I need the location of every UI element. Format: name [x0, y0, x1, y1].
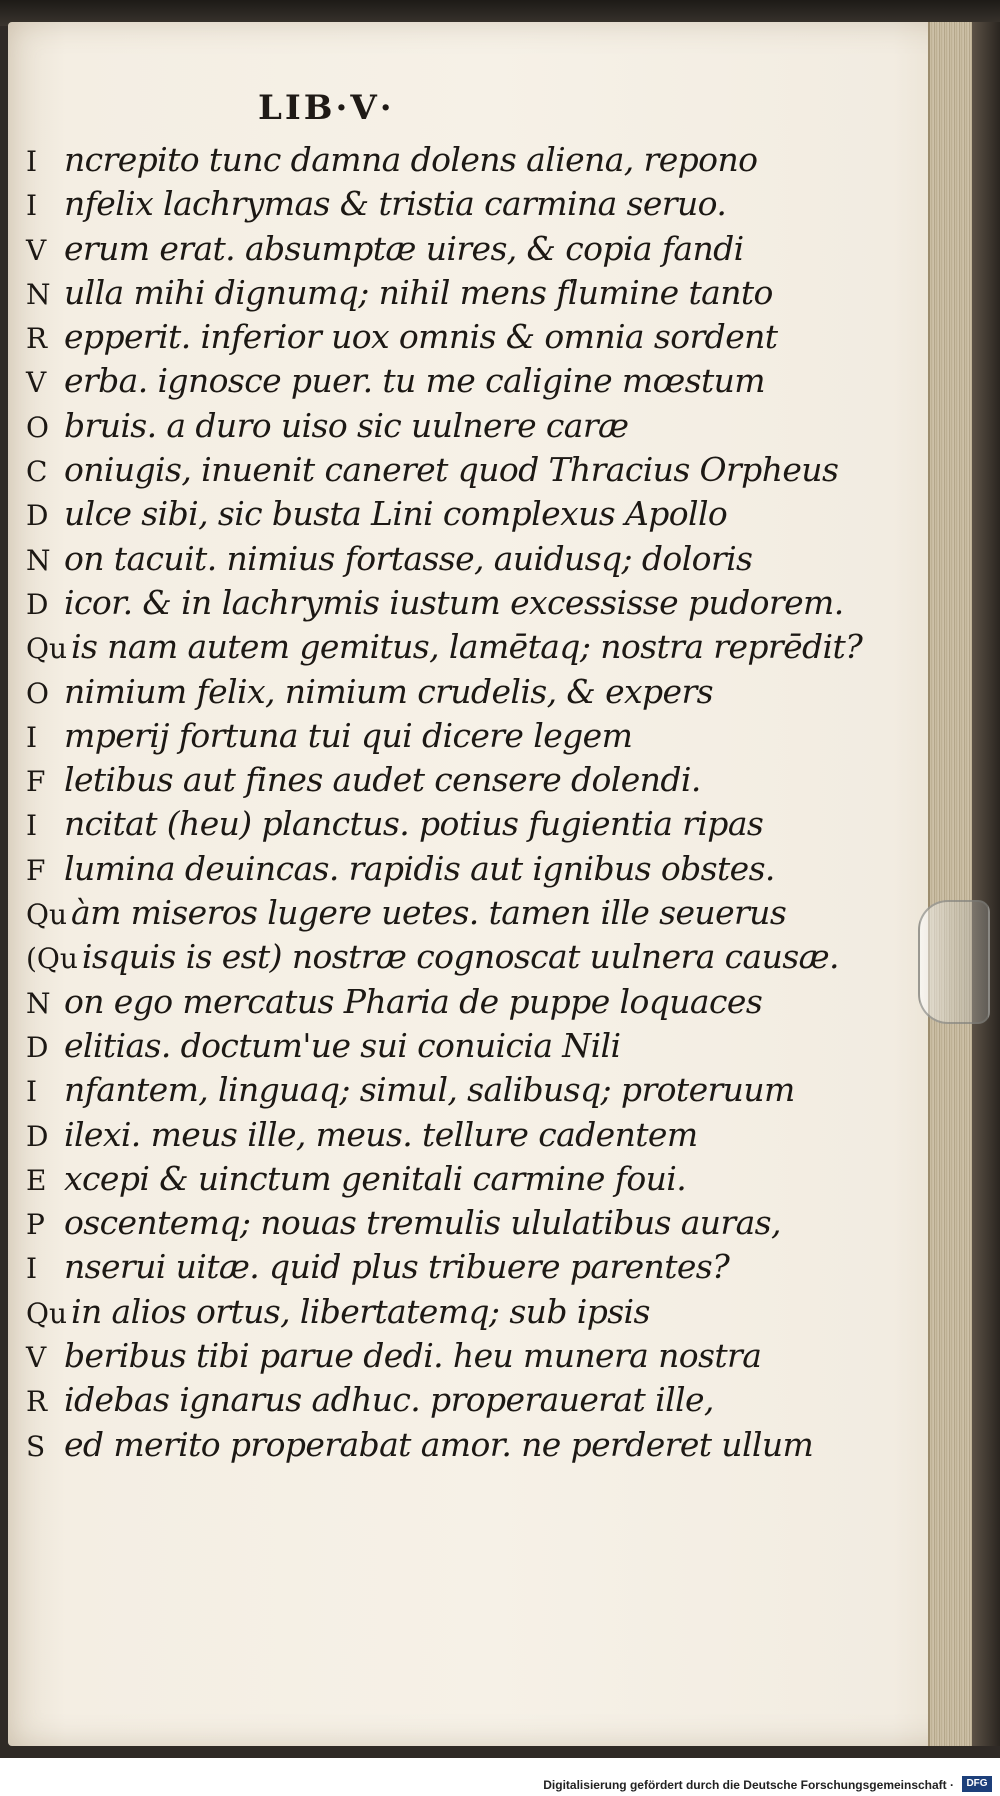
verse-initial: N	[26, 986, 51, 1020]
verse-text: nfelix lachrymas & tristia carmina seruo.	[64, 184, 727, 224]
verse-initial: I	[26, 809, 38, 843]
verse-initial: Qu	[26, 1296, 67, 1330]
verse-line	[26, 937, 839, 981]
verse-text: icor. & in lachrymis iustum excessisse pudorem.	[64, 582, 844, 622]
verse-initial: S	[26, 1429, 46, 1463]
verse-text: nimium felix, nimium crudelis, & expers	[64, 671, 713, 711]
verse-text: àm miseros lugere uetes. tamen ille seuerus	[71, 893, 787, 933]
verse-initial: N	[26, 277, 51, 311]
verse-text: ncitat (heu) planctus. potius fugientia ripas	[64, 804, 764, 844]
verse-line	[26, 1070, 826, 1114]
verse-line	[26, 582, 844, 627]
verse-initial: I	[26, 1075, 38, 1109]
verse-initial: R	[26, 322, 48, 356]
verse-text: ilexi. meus ille, meus. tellure cadentem	[64, 1114, 698, 1154]
verse-line	[26, 760, 826, 804]
verse-line	[26, 1292, 826, 1336]
verse-text: epperit. inferior uox omnis & omnia sordent	[64, 317, 778, 357]
verse-initial: D	[26, 1030, 49, 1064]
verse-line	[26, 849, 826, 893]
verse-line	[26, 804, 826, 848]
verse-line	[26, 317, 826, 361]
verse-line	[26, 1380, 826, 1424]
dfg-logo: DFG	[962, 1776, 992, 1792]
verse-initial: E	[26, 1163, 47, 1197]
verse-line	[26, 140, 826, 184]
verse-text: ulce sibi, sic busta Lini complexus Apollo	[64, 494, 728, 534]
verse-text: oscentemq; nouas tremulis ululatibus auras,	[64, 1203, 781, 1243]
verse-initial: V	[26, 1341, 47, 1375]
verse-line	[26, 1159, 826, 1203]
verse-line	[26, 672, 826, 716]
verse-initial: R	[26, 1385, 48, 1419]
verse-initial: N	[26, 543, 51, 577]
verse-line	[26, 184, 826, 228]
footer-credit: Digitalisierung gefördert durch die Deutsche Forschungsgemeinschaft ·	[543, 1778, 954, 1792]
verse-text: isquis is est) nostræ cognoscat uulnera causæ.	[81, 937, 839, 977]
page-clip-weight	[918, 900, 990, 1024]
verse-text: oniugis, inuenit caneret quod Thracius Orpheus	[64, 450, 839, 490]
verse-initial: I	[26, 1252, 38, 1286]
verse-line	[26, 1425, 826, 1469]
verse-text: ulla mihi dignumq; nihil mens flumine tanto	[64, 272, 773, 312]
verse-line	[26, 450, 839, 494]
verse-initial: F	[26, 853, 46, 887]
verse-line	[26, 1026, 826, 1070]
verse-text: beribus tibi parue dedi. heu munera nostra	[64, 1336, 762, 1376]
verse-initial: (Qu	[26, 942, 78, 976]
verse-line	[26, 1203, 826, 1247]
verse-line	[26, 627, 863, 671]
verse-line	[26, 1336, 826, 1380]
verse-text: elitias. doctum'ue sui conuicia Nili	[64, 1025, 621, 1065]
book-fore-edge-shadow	[972, 22, 1000, 1746]
verse-text: nserui uitæ. quid plus tribuere parentes?	[64, 1247, 730, 1287]
verse-text: ed merito properabat amor. ne perderet ullum	[64, 1424, 814, 1464]
verse-initial: C	[26, 455, 48, 489]
verse-initial: O	[26, 676, 49, 710]
verse-initial: I	[26, 189, 38, 223]
verse-text: lumina deuincas. rapidis aut ignibus obstes.	[64, 848, 775, 888]
verse-text: erba. ignosce puer. tu me caligine mœstum	[64, 361, 765, 401]
verse-text: mperij fortuna tui qui dicere legem	[64, 715, 633, 755]
verse-line	[26, 1115, 826, 1159]
verse-text: on tacuit. nimius fortasse, auidusq; doloris	[64, 538, 753, 578]
verse-initial: F	[26, 765, 46, 799]
running-head: LIB·V·	[258, 88, 395, 128]
verse-line	[26, 273, 826, 317]
verse-initial: V	[26, 233, 47, 267]
verse-initial: I	[26, 145, 38, 178]
verse-initial: P	[26, 1208, 45, 1242]
verse-line	[26, 1247, 826, 1291]
verse-line	[26, 406, 826, 450]
verse-initial: Qu	[26, 898, 67, 932]
verse-initial: D	[26, 587, 49, 621]
verse-initial: D	[26, 1119, 49, 1153]
verse-text: letibus aut fines audet censere dolendi.	[64, 760, 701, 800]
verse-text: in alios ortus, libertatemq; sub ipsis	[71, 1291, 650, 1331]
verse-line	[26, 716, 826, 760]
verse-text: xcepi & uinctum genitali carmine foui.	[64, 1158, 687, 1198]
verse-line	[26, 494, 826, 538]
verse-initial: Qu	[26, 632, 67, 666]
verse-text: erum erat. absumptæ uires, & copia fandi	[64, 228, 744, 268]
verse-initial: O	[26, 410, 49, 444]
verse-text: idebas ignarus adhuc. properauerat ille,	[64, 1380, 714, 1420]
verse-line	[26, 229, 826, 273]
verse-line	[26, 982, 826, 1026]
verse-line	[26, 361, 826, 405]
verse-text: bruis. a duro uiso sic uulnere caræ	[64, 405, 629, 445]
verse-line	[26, 893, 826, 937]
verse-initial: V	[26, 366, 47, 400]
verse-initial: I	[26, 720, 38, 754]
verse-block	[26, 140, 863, 1469]
verse-text: ncrepito tunc damna dolens aliena, repono	[64, 140, 758, 179]
verse-line	[26, 539, 826, 583]
verse-initial: D	[26, 499, 49, 533]
verse-text: is nam autem gemitus, lamētaq; nostra reprēdit?	[71, 627, 863, 667]
verse-text: nfantem, linguaq; simul, salibusq; proteruum	[64, 1070, 795, 1110]
verse-text: on ego mercatus Pharia de puppe loquaces	[64, 981, 763, 1021]
